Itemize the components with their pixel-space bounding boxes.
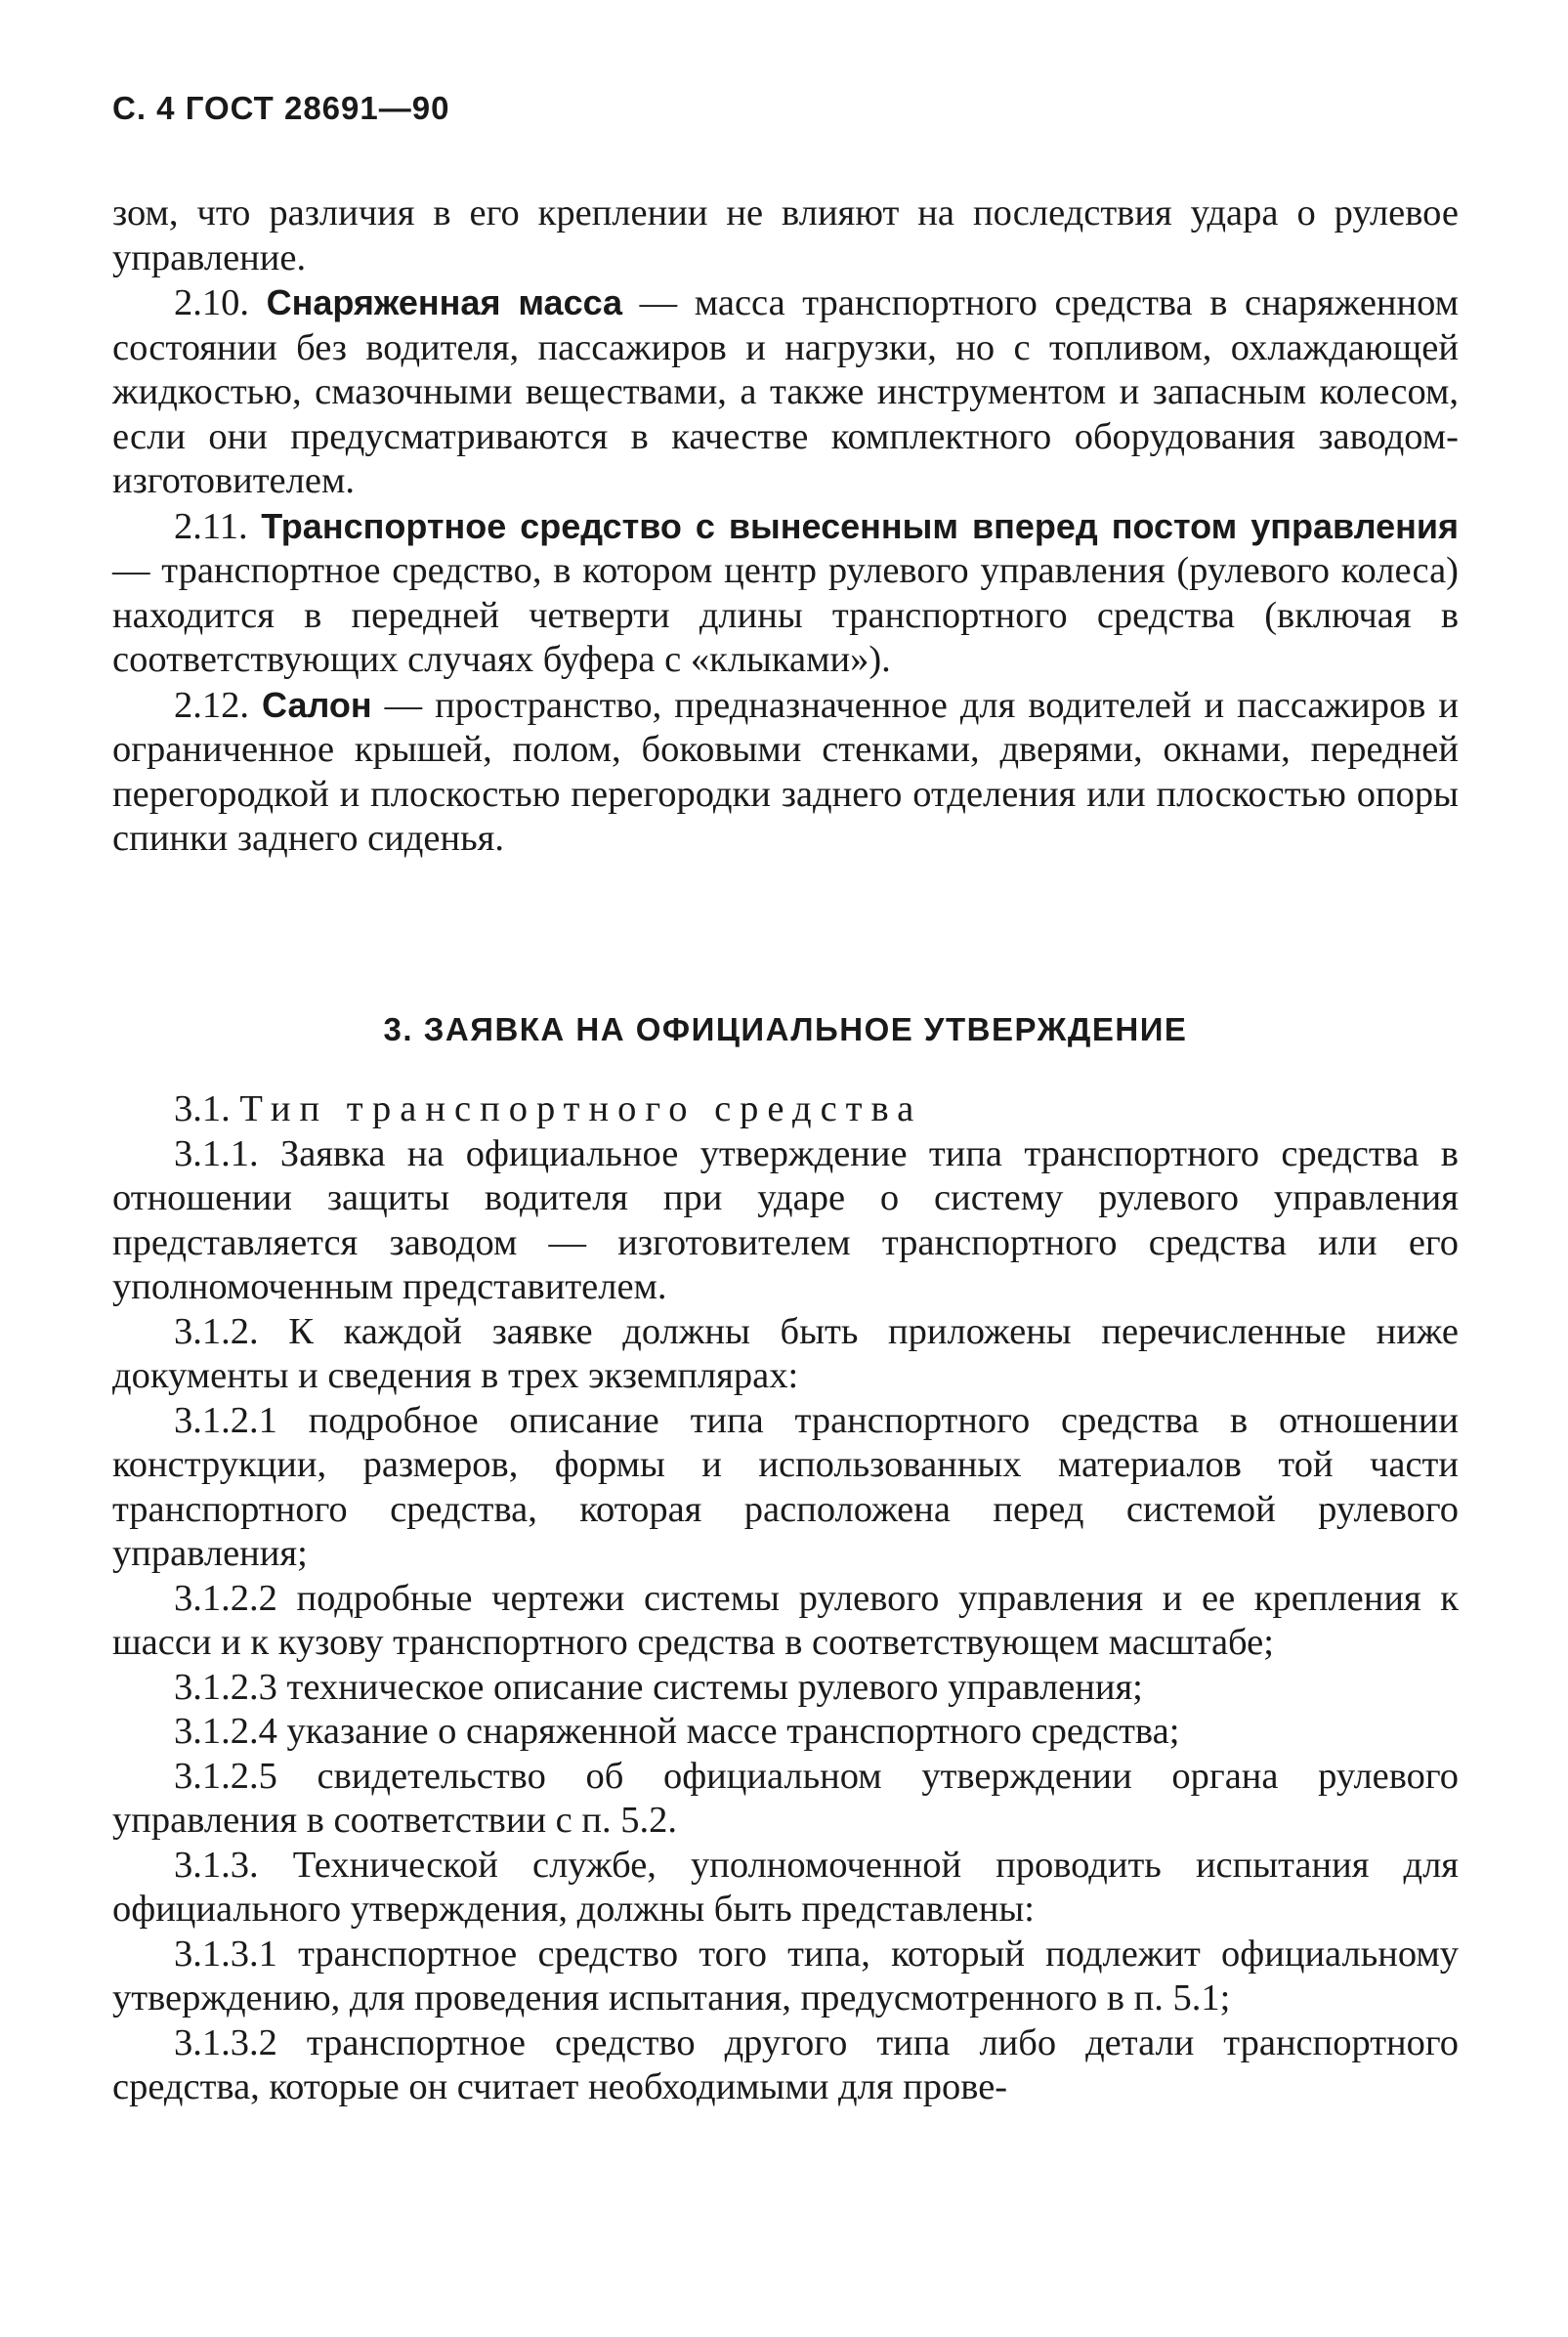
paragraph-2-10	[112, 280, 1459, 504]
term-curb-mass: Снаряженная масса	[266, 282, 623, 322]
clause-number: 3.1.	[174, 1088, 231, 1129]
paragraph-3-1-2-3: 3.1.2.3 техническое описание системы рулевого управления;	[174, 1666, 1143, 1708]
paragraph-2-12	[112, 683, 1459, 862]
paragraph-3-1-3: 3.1.3. Технической службе, уполномоченной проводить испытания для официального утверждения, должны быть представлены:	[112, 1844, 1459, 1930]
definition-text: масса транспортного средства в снаряженном состоянии без водителя, пассажиров и нагрузки, но с топливом, охлаждающей жидкостью, смазочными веществами, а также инструментом и запасным колесом, если они предусматриваются в качестве комплектного оборудования заводом-изготовителем.	[112, 282, 1460, 501]
section-2-text	[112, 191, 1459, 862]
section-3-text	[112, 1087, 1459, 2110]
paragraph-3-1-2-2: 3.1.2.2 подробные чертежи системы рулевого управления и ее крепления к шасси и к кузову транспортного средства в соответствующем масштабе;	[112, 1577, 1459, 1663]
paragraph-3-1-2-1: 3.1.2.1 подробное описание типа транспортного средства в отношении конструкции, размеров, формы и использованных материалов той части транспортного средства, которая расположена перед системой рулевого управления;	[112, 1399, 1459, 1574]
term-dash: —	[112, 550, 162, 591]
term-forward-control-vehicle: Транспортное средство с вынесенным вперед постом управления	[261, 505, 1460, 546]
paragraph-continuation: зом, что различия в его креплении не влияют на последствия удара о рулевое управление.	[112, 192, 1459, 278]
paragraph-3-1-3-1: 3.1.3.1 транспортное средство того типа, который подлежит официальному утверждению, для проведения испытания, предусмотренного в п. 5.1;	[112, 1933, 1459, 2018]
paragraph-3-1-3-2: 3.1.3.2 транспортное средство другого типа либо детали транспортного средства, которые он считает необходимыми для прове-	[112, 2021, 1459, 2107]
section-3-title: 3. ЗАЯВКА НА ОФИЦИАЛЬНОЕ УТВЕРЖДЕНИЕ	[383, 1011, 1188, 1047]
term-dash: —	[371, 684, 436, 726]
paragraph-3-1-2-4: 3.1.2.4 указание о снаряженной массе транспортного средства;	[174, 1711, 1180, 1752]
paragraph-3-1-2: 3.1.2. К каждой заявке должны быть приложены перечисленные ниже документы и сведения в трех экземплярах:	[112, 1310, 1459, 1396]
paragraph-3-1-1: 3.1.1. Заявка на официальное утверждение типа транспортного средства в отношении защиты водителя при ударе о систему рулевого управления представляется заводом — изготовителем транспортного средства или его уполномоченным представителем.	[112, 1132, 1459, 1307]
clause-number: 2.11.	[174, 505, 248, 547]
paragraph-3-1	[112, 1087, 1459, 1132]
clause-number: 2.12.	[174, 684, 249, 726]
definition-text: транспортное средство, в котором центр рулевого управления (рулевого колеса) находится в передней четверти длины транспортного средства (включая в соответствующих случаях буфера с «клыками»).	[112, 550, 1459, 680]
term-dash: —	[622, 282, 695, 323]
page-header: С. 4 ГОСТ 28691—90	[112, 90, 450, 126]
paragraph-3-1-2-5: 3.1.2.5 свидетельство об официальном утверждении органа рулевого управления в соответствии с п. 5.2.	[112, 1755, 1459, 1841]
subsection-heading: Тип транспортного средства	[239, 1088, 923, 1129]
clause-number: 2.10.	[174, 282, 249, 323]
term-passenger-compartment: Салон	[262, 684, 372, 725]
paragraph-2-11	[112, 504, 1459, 683]
definition-text: пространство, предназначенное для водителей и пассажиров и ограниченное крышей, полом, боковыми стенками, дверями, окнами, передней перегородкой и плоскостью перегородки заднего отделения или плоскостью опоры спинки заднего сиденья.	[112, 684, 1460, 859]
